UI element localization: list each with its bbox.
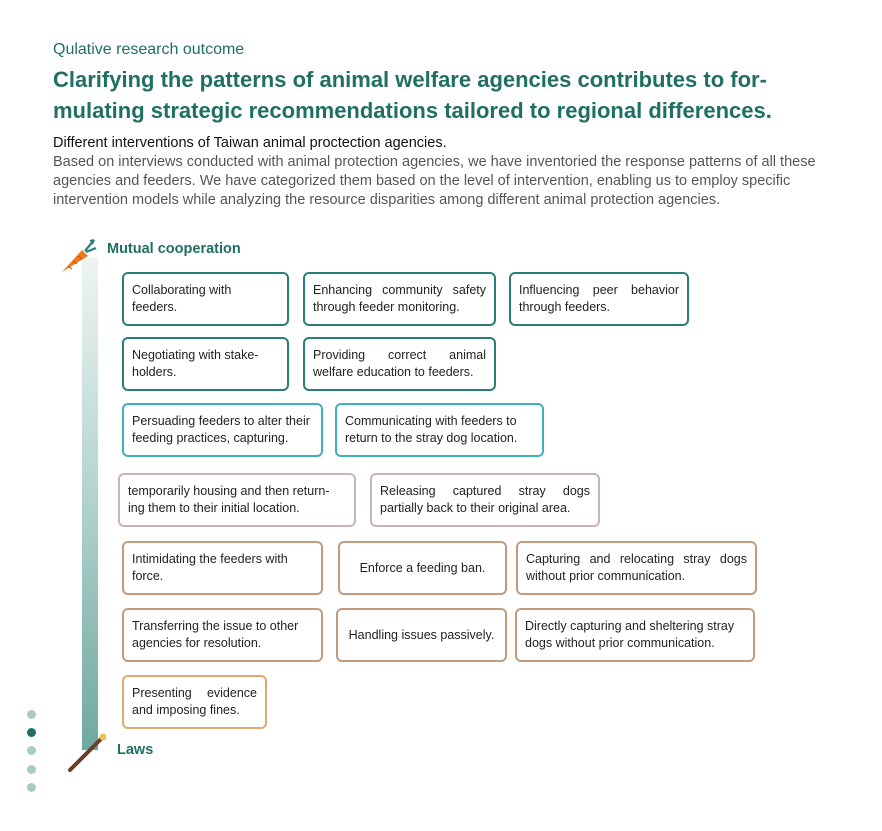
pagination-dot[interactable]	[27, 783, 36, 792]
intervention-box	[515, 608, 755, 662]
intervention-box	[516, 541, 757, 595]
intervention-axis	[82, 258, 98, 750]
intervention-text: Transferring the issue to other agencies for resolution.	[132, 619, 299, 650]
section-heading: Different interventions of Taiwan animal proctection agencies.	[53, 135, 447, 151]
intervention-text: Providing correct animal welfare education to feeders.	[313, 348, 486, 379]
intervention-text: Influencing peer behavior through feeders.	[519, 283, 679, 314]
intervention-text: Directly capturing and sheltering stray dogs without prior communication.	[525, 619, 735, 650]
pagination-dot[interactable]	[27, 746, 36, 755]
intervention-text: Handling issues passively.	[348, 627, 495, 642]
stick-icon	[64, 732, 110, 774]
section-description: Based on interviews conducted with animal protection agencies, we have inventoried the response patterns of all these agencies and feeders. We have categorized them based on the level of intervention, enabling us to employ specific intervention models while analyzing the resource disparities among different animal protection agencies.	[53, 154, 816, 208]
intervention-box	[122, 608, 323, 662]
pagination-dot-active[interactable]	[27, 728, 36, 737]
intervention-box	[338, 541, 507, 595]
pagination-dot[interactable]	[27, 765, 36, 774]
intervention-box	[509, 272, 689, 326]
intervention-box	[118, 473, 356, 527]
axis-bottom-label: Laws	[117, 742, 154, 758]
intervention-box	[303, 337, 496, 391]
axis-top-label: Mutual cooperation	[107, 241, 241, 257]
section-subtitle: Qulative research outcome	[53, 41, 245, 58]
intervention-box	[122, 403, 323, 457]
intervention-box	[122, 541, 323, 595]
intervention-text: temporarily housing and then return-ing them to their initial location.	[128, 484, 330, 515]
intervention-text: Enhancing community safety through feeder monitoring.	[313, 283, 486, 314]
intervention-text: Communicating with feeders to return to the stray dog location.	[345, 414, 518, 445]
intervention-text: Collaborating with feeders.	[132, 283, 232, 314]
intervention-box	[122, 337, 289, 391]
intervention-text: Capturing and relocating stray dogs without prior communication.	[526, 552, 747, 583]
carrot-icon	[56, 236, 102, 276]
intervention-text: Negotiating with stake-holders.	[132, 348, 259, 379]
intervention-text: Presenting evidence and imposing fines.	[132, 686, 257, 717]
intervention-text: Intimidating the feeders with force.	[132, 552, 288, 583]
intervention-box	[122, 272, 289, 326]
page-title: Clarifying the patterns of animal welfare agencies contributes to for-mulating strategic recommendations tailored to regional differences.	[53, 67, 772, 123]
intervention-box	[336, 608, 507, 662]
intervention-text: Enforce a feeding ban.	[359, 560, 486, 575]
intervention-text: Releasing captured stray dogs partially back to their original area.	[380, 484, 590, 515]
intervention-box	[303, 272, 496, 326]
intervention-box	[122, 675, 267, 729]
pagination-dot[interactable]	[27, 710, 36, 719]
intervention-box	[335, 403, 544, 457]
intervention-box	[370, 473, 600, 527]
intervention-text: Persuading feeders to alter their feeding practices, capturing.	[132, 414, 310, 445]
